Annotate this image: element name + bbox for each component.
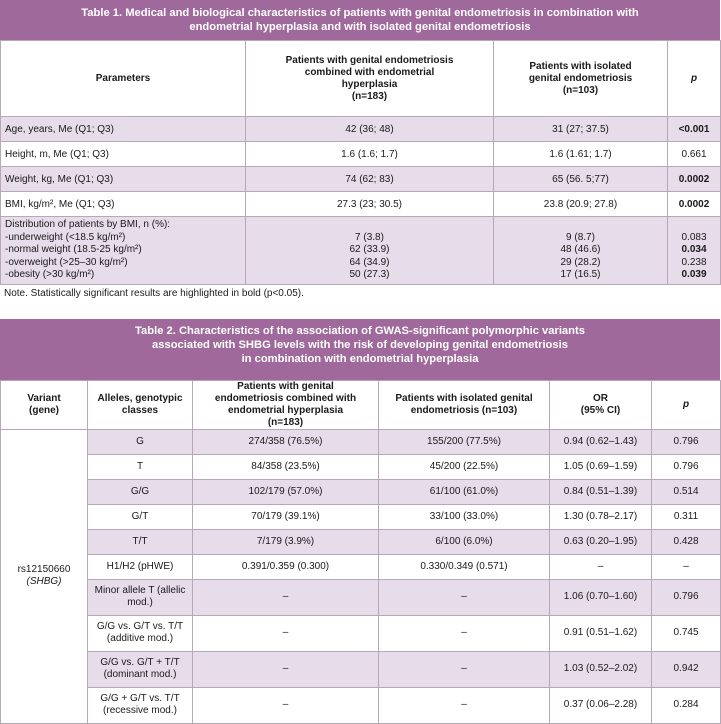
bmi-item-group1: 50 (27.3) [349,269,390,280]
row-param: Age, years, Me (Q1; Q3) [1,117,246,142]
header-group1-line1: Patients with genital endometriosis [285,54,454,66]
variant-id: rs12150660 [17,564,71,575]
header-group2 [494,41,668,117]
row-class: T/T [88,529,193,554]
row-group1: 1.6 (1.6; 1.7) [246,142,494,167]
table2 [0,380,721,724]
bmi-distribution-label: Distribution of patients by BMI, n (%): [5,219,171,230]
row-class: Minor allele T (allelic mod.) [88,579,193,615]
header-p: p [652,380,721,429]
row-group2: 33/100 (33.0%) [379,504,550,529]
row-p: 0.514 [652,479,721,504]
row-group2: 61/100 (61.0%) [379,479,550,504]
row-group1: – [193,615,379,651]
bmi-item-group2: 17 (16.5) [560,269,601,280]
header-parameters: Parameters [1,41,246,117]
row-class: H1/H2 (pHWE) [88,554,193,579]
table-row [1,429,721,454]
table2-title-line1: Table 2. Characteristics of the association of GWAS-significant polymorphic variants [135,324,585,337]
variant-cell [1,429,88,723]
row-p: 0.0002 [668,167,721,192]
row-group1: 84/358 (23.5%) [193,454,379,479]
table2-title [0,319,720,380]
table1-header-row [1,41,721,117]
row-group2: 45/200 (22.5%) [379,454,550,479]
row-param: Height, m, Me (Q1; Q3) [1,142,246,167]
bmi-distribution-p [668,217,721,285]
header-group1-line3: hyperplasia [341,78,398,90]
row-p: 0.661 [668,142,721,167]
row-param: Weight, kg, Me (Q1; Q3) [1,167,246,192]
header-group1 [246,41,494,117]
row-group1: 42 (36; 48) [246,117,494,142]
row-group2: 6/100 (6.0%) [379,529,550,554]
bmi-distribution-params [1,217,246,285]
table1-title-line2: endometrial hyperplasia and with isolated genital endometriosis [189,21,531,33]
row-class: T [88,454,193,479]
table-row [1,579,721,615]
row-class: G/G vs. G/T + T/T (dominant mod.) [88,651,193,687]
row-group1: 70/179 (39.1%) [193,504,379,529]
row-or: 0.37 (0.06–2.28) [550,687,652,723]
bmi-item-p: 0.083 [681,231,707,243]
table-row [1,529,721,554]
bmi-item-param: -overweight (>25–30 kg/m²) [5,256,128,268]
header-variant: Variant (gene) [1,380,88,429]
table-row [1,117,721,142]
header-group2-n: (n=103) [562,84,599,96]
table2-title-line3: in combination with endometrial hyperplasia [241,352,479,365]
row-group2: 23.8 (20.9; 27.8) [494,192,668,217]
row-group1: 27.3 (23; 30.5) [246,192,494,217]
row-or: 0.84 (0.51–1.39) [550,479,652,504]
table2-header-row [1,380,721,429]
row-group2: 65 (56. 5;77) [494,167,668,192]
row-group1: – [193,687,379,723]
header-group2-line1: Patients with isolated [529,60,632,72]
header-group1-line2: combined with endometrial [304,66,435,78]
row-or: 1.30 (0.78–2.17) [550,504,652,529]
bmi-item-group1: 62 (33.9) [349,244,390,255]
table-row [1,192,721,217]
row-group2: – [379,615,550,651]
table1-title [0,0,720,40]
header-or: OR (95% CI) [550,380,652,429]
table-row [1,687,721,723]
row-p: 0.796 [652,454,721,479]
bmi-item-p: 0.034 [681,244,707,255]
bmi-item-group2: 29 (28.2) [560,256,601,268]
row-group1: – [193,651,379,687]
row-group2: – [379,687,550,723]
row-group2: – [379,579,550,615]
table-row [1,554,721,579]
header-group1: Patients with genital endometriosis combined with endometrial hyperplasia (n=183) [193,380,379,429]
row-class: G/T [88,504,193,529]
row-or: 0.63 (0.20–1.95) [550,529,652,554]
row-or: 1.05 (0.69–1.59) [550,454,652,479]
header-p: p [668,41,721,117]
table-row [1,615,721,651]
row-group1: – [193,579,379,615]
row-group1: 0.391/0.359 (0.300) [193,554,379,579]
bmi-item-group1: 64 (34.9) [349,256,390,268]
row-or: 0.91 (0.51–1.62) [550,615,652,651]
bmi-distribution-group2 [494,217,668,285]
table-row [1,504,721,529]
header-group2: Patients with isolated genital endometriosis (n=103) [379,380,550,429]
bmi-item-param: -obesity (>30 kg/m²) [5,269,95,280]
bmi-item-group1: 7 (3.8) [355,231,384,243]
row-p: 0.311 [652,504,721,529]
table1 [0,40,721,285]
row-p: <0.001 [668,117,721,142]
row-p: 0.796 [652,579,721,615]
table-row [1,479,721,504]
row-group1: 102/179 (57.0%) [193,479,379,504]
row-class: G/G + G/T vs. T/T (recessive mod.) [88,687,193,723]
bmi-item-param: -normal weight (18.5-25 kg/m²) [5,244,142,255]
row-group1: 7/179 (3.9%) [193,529,379,554]
bmi-item-group2: 48 (46.6) [560,244,601,255]
row-p: 0.745 [652,615,721,651]
row-p: 0.284 [652,687,721,723]
bmi-distribution-row [1,217,721,285]
row-class: G [88,429,193,454]
table-row [1,167,721,192]
bmi-item-p: 0.238 [681,256,707,268]
header-alleles: Alleles, genotypic classes [88,380,193,429]
row-param: BMI, kg/m², Me (Q1; Q3) [1,192,246,217]
row-class: G/G [88,479,193,504]
row-or: 0.94 (0.62–1.43) [550,429,652,454]
row-p: 0.0002 [668,192,721,217]
row-group2: 155/200 (77.5%) [379,429,550,454]
row-class: G/G vs. G/T vs. T/T (additive mod.) [88,615,193,651]
bmi-item-p: 0.039 [681,269,707,280]
header-group1-n: (n=183) [351,90,388,102]
table1-title-line1: Table 1. Medical and biological characteristics of patients with genital endometriosis in combination with [81,7,639,19]
variant-gene: (SHBG) [26,576,62,587]
row-group1: 74 (62; 83) [246,167,494,192]
row-or: – [550,554,652,579]
row-p: 0.796 [652,429,721,454]
row-p: – [652,554,721,579]
row-or: 1.03 (0.52–2.02) [550,651,652,687]
table2-title-line2: associated with SHBG levels with the risk of developing genital endometriosis [152,338,568,351]
table-row [1,454,721,479]
row-p: 0.428 [652,529,721,554]
row-group2: 0.330/0.349 (0.571) [379,554,550,579]
row-p: 0.942 [652,651,721,687]
row-group2: 31 (27; 37.5) [494,117,668,142]
table-row [1,651,721,687]
row-or: 1.06 (0.70–1.60) [550,579,652,615]
row-group2: – [379,651,550,687]
header-group2-line2: genital endometriosis [528,72,633,84]
table-row [1,142,721,167]
bmi-distribution-group1 [246,217,494,285]
bmi-item-param: -underweight (<18.5 kg/m²) [5,231,126,243]
table1-note: Note. Statistically significant results are highlighted in bold (p<0.05). [4,287,304,299]
bmi-item-group2: 9 (8.7) [566,231,595,243]
row-group2: 1.6 (1.61; 1.7) [494,142,668,167]
row-group1: 274/358 (76.5%) [193,429,379,454]
